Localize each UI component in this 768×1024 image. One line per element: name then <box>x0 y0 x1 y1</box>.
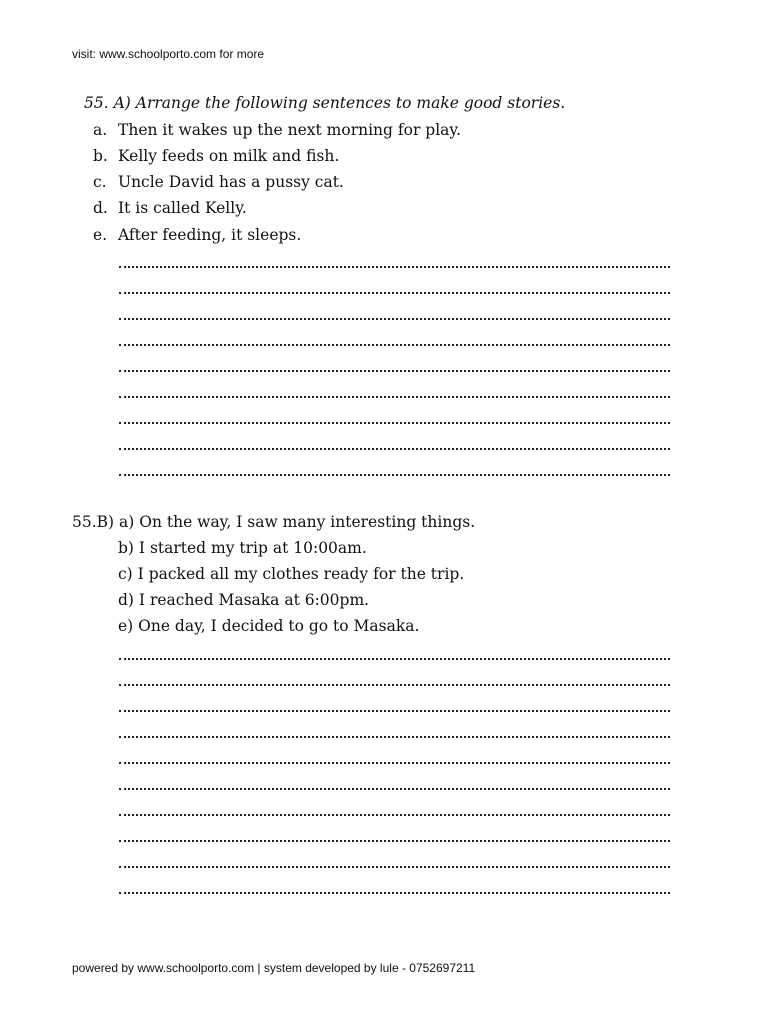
question-b-item <box>72 513 475 531</box>
question-b-item: c) I packed all my clothes ready for the trip. <box>118 565 465 583</box>
answer-line <box>119 866 670 868</box>
answer-line <box>119 684 670 686</box>
item-letter: a. <box>93 121 108 139</box>
question-b-item: d) I reached Masaka at 6:00pm. <box>118 591 370 609</box>
answer-line <box>119 736 670 738</box>
question-b-label: 55.B) <box>72 513 115 531</box>
answer-line <box>119 892 670 894</box>
answer-line <box>119 318 670 320</box>
answer-line <box>119 658 670 660</box>
answer-line <box>119 814 670 816</box>
answer-line <box>119 448 670 450</box>
answer-line <box>119 292 670 294</box>
question-a-item <box>93 121 461 139</box>
item-text: Uncle David has a pussy cat. <box>118 173 344 191</box>
item-text: a) On the way, I saw many interesting things. <box>119 513 476 531</box>
item-text: It is called Kelly. <box>118 199 247 217</box>
answer-line <box>119 344 670 346</box>
answer-line <box>119 788 670 790</box>
question-b-item: b) I started my trip at 10:00am. <box>118 539 367 557</box>
item-letter: c. <box>93 173 107 191</box>
answer-line <box>119 840 670 842</box>
answer-line <box>119 474 670 476</box>
answer-line <box>119 710 670 712</box>
answer-line <box>119 396 670 398</box>
page-footer: powered by www.schoolporto.com | system developed by lule - 0752697211 <box>72 961 476 975</box>
question-a-item <box>93 226 301 244</box>
question-a-title: 55. A) Arrange the following sentences to make good stories. <box>84 94 566 112</box>
answer-line <box>119 266 670 268</box>
question-a-item <box>93 173 344 191</box>
answer-line <box>119 762 670 764</box>
question-a-item <box>93 199 247 217</box>
item-letter: e. <box>93 226 108 244</box>
item-letter: d. <box>93 199 108 217</box>
page-header: visit: www.schoolporto.com for more <box>72 47 265 61</box>
question-b-item: e) One day, I decided to go to Masaka. <box>118 617 420 635</box>
item-text: Then it wakes up the next morning for play. <box>118 121 462 139</box>
item-letter: b. <box>93 147 108 165</box>
answer-line <box>119 422 670 424</box>
question-a-item <box>93 147 339 165</box>
answer-line <box>119 370 670 372</box>
item-text: After feeding, it sleeps. <box>118 226 302 244</box>
item-text: Kelly feeds on milk and fish. <box>118 147 340 165</box>
